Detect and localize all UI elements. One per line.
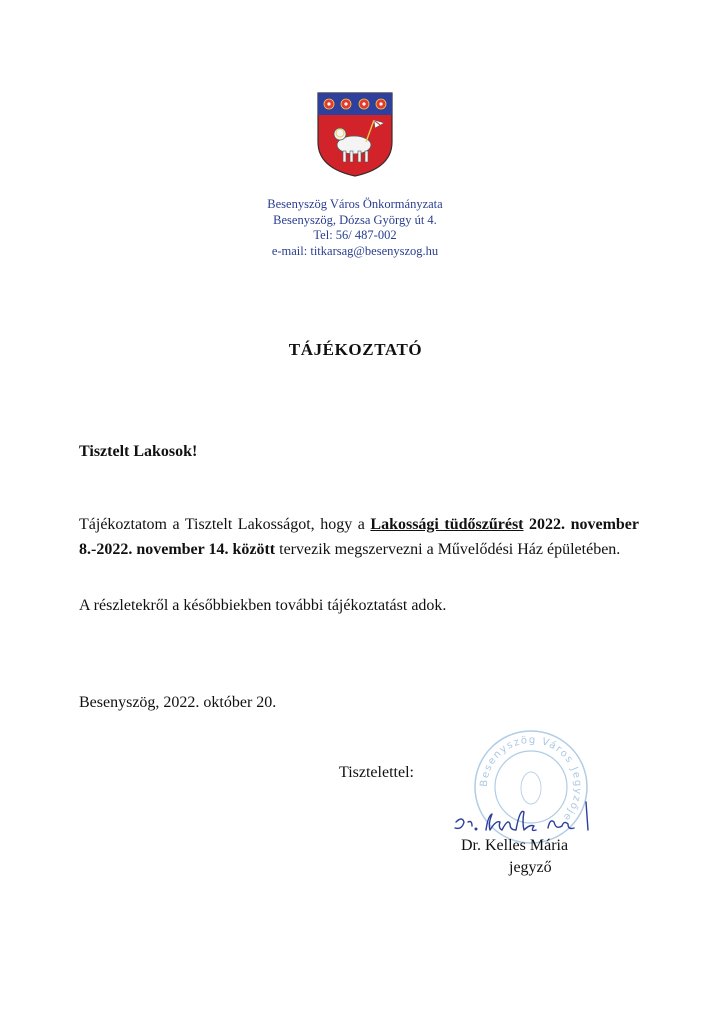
letterhead [180, 197, 530, 259]
org-name: Besenyszög Város Önkormányzata [267, 197, 443, 211]
paragraph-intro: Tájékoztatom a Tisztelt Lakosságot, hogy a [79, 516, 371, 533]
signer-title: jegyző [509, 859, 552, 876]
document-title: TÁJÉKOZTATÓ [288, 340, 423, 359]
body-paragraph-2: A részletekről a későbbiekben további tájékoztatást adok. [79, 597, 447, 614]
org-phone: Tel: 56/ 487-002 [313, 228, 397, 242]
event-name: Lakossági tüdőszűrést [370, 516, 524, 533]
signer-name: Dr. Kelles Mária [461, 837, 569, 854]
place-date: Besenyszög, 2022. október 20. [79, 694, 277, 711]
body-paragraph-1 [79, 512, 639, 562]
closing: Tisztelettel: [339, 764, 414, 781]
salutation: Tisztelt Lakosok! [79, 443, 198, 460]
event-dates: 2022. november 8.-2022. november 14. között [79, 516, 640, 558]
stamp-text: Besenyszög Város Jegyzője [478, 734, 584, 824]
coat-of-arms-icon [314, 90, 396, 178]
paragraph-rest: tervezik megszervezni a Művelődési Ház épületében. [275, 541, 621, 558]
signature-icon [448, 792, 608, 842]
org-address: Besenyszög, Dózsa György út 4. [273, 212, 437, 227]
org-email: e-mail: titkarsag@besenyszog.hu [271, 243, 439, 258]
